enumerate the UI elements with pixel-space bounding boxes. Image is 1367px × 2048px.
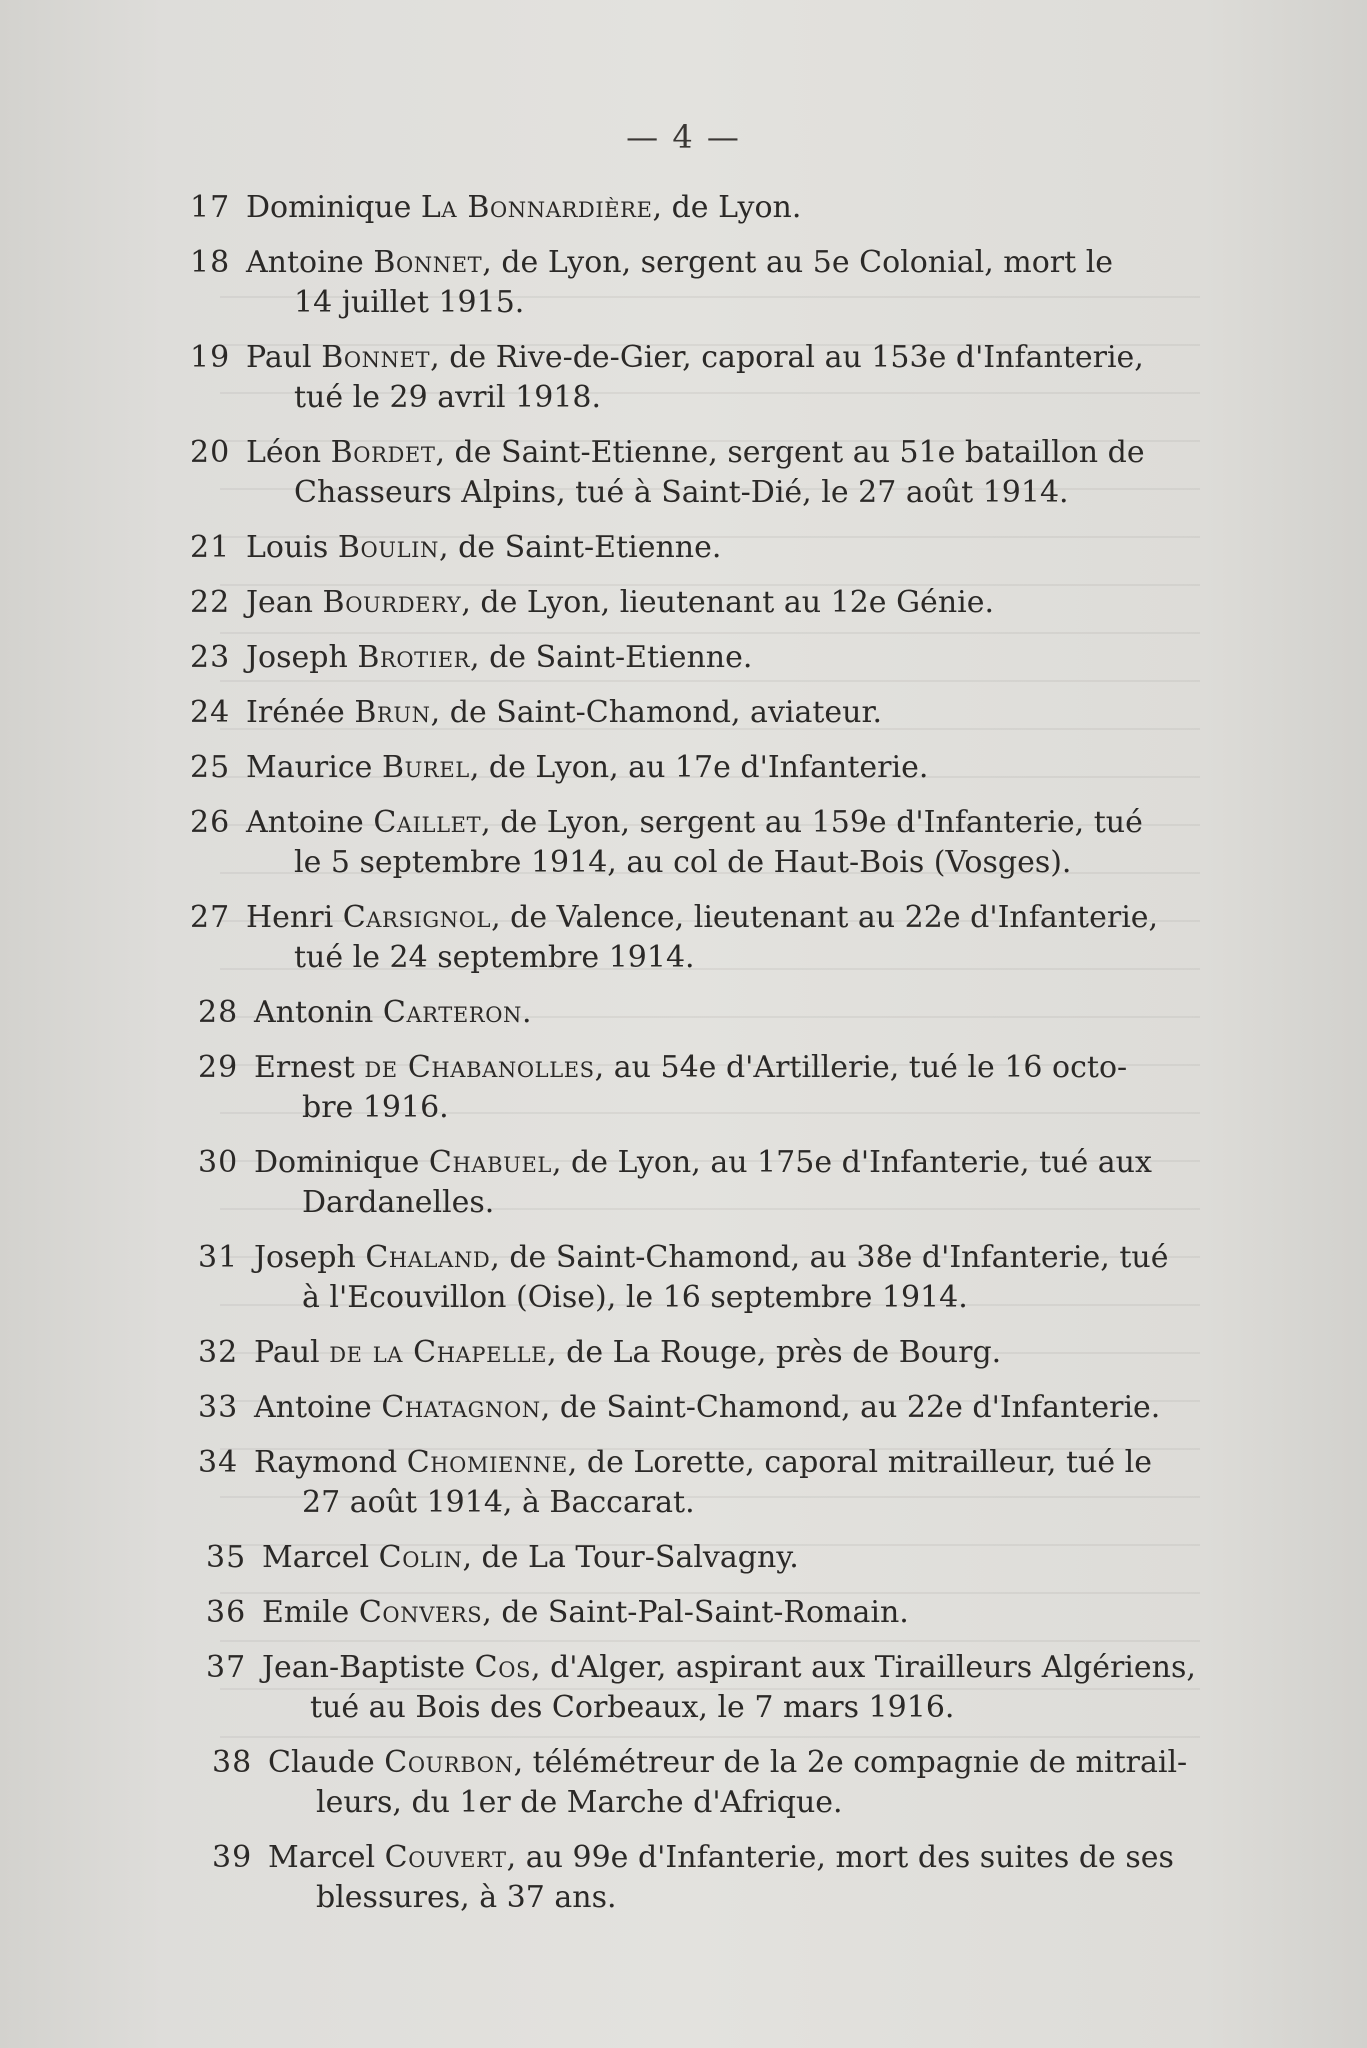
entry-line-1 [254, 1443, 1240, 1483]
entry-text [268, 1743, 1240, 1823]
entry-number: 35 [206, 1540, 247, 1575]
surname: Carsignol [342, 900, 492, 935]
entry-line-1 [246, 338, 1240, 378]
entry-details: , de Saint-Chamond, au 38e d'Infanterie, tué [490, 1240, 1169, 1275]
entry-text [246, 803, 1240, 883]
entry-details: , de Valence, lieutenant au 22e d'Infanterie, [491, 900, 1159, 935]
list-item [212, 1743, 1240, 1823]
entry-line-1 [246, 433, 1240, 473]
list-item [190, 583, 1240, 623]
given-name: Antoine [254, 1390, 372, 1425]
given-name: Ernest [254, 1050, 355, 1085]
entry-line-1 [262, 1538, 1240, 1578]
surname: Brun [354, 695, 431, 730]
entry-line-1 [254, 993, 1240, 1033]
entry-line-1 [246, 898, 1240, 938]
entry-text [246, 693, 1240, 733]
entry-text [254, 993, 1240, 1033]
list-item [190, 243, 1240, 323]
surname: Bonnet [373, 245, 483, 280]
entry-details: , de La Tour-Salvagny. [462, 1540, 799, 1575]
entry-continuation: 14 juillet 1915. [294, 285, 525, 320]
entry-text [254, 1238, 1240, 1318]
entry-number: 26 [190, 805, 231, 840]
entry-details: , de Rive-de-Gier, caporal au 153e d'Infanterie, [430, 340, 1144, 375]
surname: Bourdery [322, 585, 462, 620]
entry-continuation: tué le 24 septembre 1914. [294, 940, 695, 975]
entry-number: 36 [206, 1595, 247, 1630]
entry-line-1 [246, 243, 1240, 283]
entry-text [246, 188, 1240, 228]
list-item [190, 188, 1240, 228]
entry-line-1 [254, 1143, 1240, 1183]
surname: Brotier [357, 640, 471, 675]
entry-details: , au 54e d'Artillerie, tué le 16 octo- [594, 1050, 1128, 1085]
entry-continuation: leurs, du 1er de Marche d'Afrique. [316, 1785, 843, 1820]
entry-text [254, 1048, 1240, 1128]
surname: La Bonnardière [420, 190, 653, 225]
entry-details: , au 99e d'Infanterie, mort des suites de ses [506, 1840, 1174, 1875]
given-name: Jean-Baptiste [262, 1650, 466, 1685]
entry-line-1 [246, 638, 1240, 678]
surname: Chaland [365, 1240, 491, 1275]
entry-line-1 [246, 748, 1240, 788]
entry-number: 30 [198, 1145, 239, 1180]
entry-number: 17 [190, 190, 231, 225]
entry-line-1 [268, 1743, 1240, 1783]
entry-text [268, 1838, 1240, 1918]
list-item [190, 748, 1240, 788]
list-item [190, 433, 1240, 513]
entry-continuation: tué le 29 avril 1918. [294, 380, 602, 415]
entry-line-1 [246, 583, 1240, 623]
entry-text [246, 433, 1240, 513]
list-item [198, 1238, 1240, 1318]
entry-line-1 [246, 693, 1240, 733]
entry-text [246, 583, 1240, 623]
surname: de la Chapelle [329, 1335, 548, 1370]
entry-number: 25 [190, 750, 231, 785]
given-name: Antonin [254, 995, 374, 1030]
entry-number: 22 [190, 585, 231, 620]
entry-text [246, 748, 1240, 788]
given-name: Léon [246, 435, 322, 470]
entry-number: 39 [212, 1840, 253, 1875]
given-name: Jean [246, 585, 313, 620]
given-name: Emile [262, 1595, 350, 1630]
given-name: Irénée [246, 695, 345, 730]
list-item [198, 1388, 1240, 1428]
entry-line-1 [254, 1388, 1240, 1428]
list-item [190, 638, 1240, 678]
given-name: Louis [246, 530, 329, 565]
entry-text [246, 528, 1240, 568]
entry-details: , de Lyon, sergent au 5e Colonial, mort le [482, 245, 1114, 280]
entry-text [254, 1388, 1240, 1428]
entry-number: 38 [212, 1745, 253, 1780]
given-name: Marcel [268, 1840, 376, 1875]
entry-line-1 [254, 1048, 1240, 1088]
entry-number: 23 [190, 640, 231, 675]
entry-text [254, 1143, 1240, 1223]
surname: Chomienne [406, 1445, 568, 1480]
entry-number: 34 [198, 1445, 239, 1480]
entry-line-1 [254, 1238, 1240, 1278]
entry-line-1 [246, 528, 1240, 568]
surname: Convers [358, 1595, 483, 1630]
entry-number: 33 [198, 1390, 239, 1425]
entry-details: , de Saint-Chamond, aviateur. [430, 695, 883, 730]
list-item [212, 1838, 1240, 1918]
surname: Carteron [382, 995, 522, 1030]
given-name: Henri [246, 900, 334, 935]
entry-details: , de Saint-Etienne, sergent au 51e bataillon de [435, 435, 1145, 470]
given-name: Joseph [254, 1240, 356, 1275]
entry-continuation: tué au Bois des Corbeaux, le 7 mars 1916. [310, 1690, 955, 1725]
entry-details: , de La Rouge, près de Bourg. [547, 1335, 1002, 1370]
entry-text [246, 243, 1240, 323]
list-item [198, 1143, 1240, 1223]
list-item [198, 1443, 1240, 1523]
entry-continuation: Dardanelles. [302, 1185, 495, 1220]
surname: Courbon [384, 1745, 514, 1780]
entry-line-1 [254, 1333, 1240, 1373]
entry-number: 24 [190, 695, 231, 730]
entry-details: , de Lyon, au 17e d'Infanterie. [469, 750, 929, 785]
given-name: Antoine [246, 245, 364, 280]
surname: Couvert [384, 1840, 507, 1875]
entry-line-1 [246, 803, 1240, 843]
list-item [198, 1333, 1240, 1373]
surname: Boulin [337, 530, 440, 565]
surname: Chabuel [428, 1145, 552, 1180]
entry-details: , de Lyon, au 175e d'Infanterie, tué aux [551, 1145, 1152, 1180]
entry-number: 29 [198, 1050, 239, 1085]
given-name: Dominique [246, 190, 412, 225]
entry-details: , de Lorette, caporal mitrailleur, tué le [567, 1445, 1153, 1480]
entry-details: , de Lyon, sergent au 159e d'Infanterie, tué [481, 805, 1143, 840]
page-number: — 4 — [626, 118, 741, 156]
entry-number: 21 [190, 530, 231, 565]
entry-details: , de Saint-Pal-Saint-Romain. [482, 1595, 909, 1630]
list-item [190, 898, 1240, 978]
entry-number: 28 [198, 995, 239, 1030]
given-name: Claude [268, 1745, 375, 1780]
given-name: Marcel [262, 1540, 370, 1575]
entry-number: 19 [190, 340, 231, 375]
entry-details: , de Lyon, lieutenant au 12e Génie. [461, 585, 995, 620]
list-item [190, 693, 1240, 733]
entry-continuation: bre 1916. [302, 1090, 449, 1125]
entry-number: 27 [190, 900, 231, 935]
given-name: Paul [254, 1335, 320, 1370]
entry-text [246, 638, 1240, 678]
given-name: Joseph [246, 640, 348, 675]
given-name: Paul [246, 340, 312, 375]
list-item [198, 1048, 1240, 1128]
entry-continuation: à l'Ecouvillon (Oise), le 16 septembre 1914. [302, 1280, 968, 1315]
list-item [198, 993, 1240, 1033]
list-item [190, 528, 1240, 568]
entry-number: 32 [198, 1335, 239, 1370]
surname: Colin [378, 1540, 463, 1575]
entry-text [262, 1648, 1240, 1728]
entry-number: 31 [198, 1240, 239, 1275]
entry-continuation: blessures, à 37 ans. [316, 1880, 617, 1915]
entry-line-1 [262, 1593, 1240, 1633]
entry-details: , télémétreur de la 2e compagnie de mitrail- [513, 1745, 1188, 1780]
surname: Bonnet [321, 340, 431, 375]
entry-details: , d'Alger, aspirant aux Tirailleurs Algériens, [531, 1650, 1196, 1685]
list-item [206, 1593, 1240, 1633]
surname: Chatagnon [381, 1390, 541, 1425]
given-name: Dominique [254, 1145, 420, 1180]
surname: de Chabanolles [364, 1050, 595, 1085]
surname: Bordet [330, 435, 436, 470]
given-name: Antoine [246, 805, 364, 840]
surname: Cos [474, 1650, 532, 1685]
list-item [190, 803, 1240, 883]
entry-line-1 [262, 1648, 1240, 1688]
entry-number: 18 [190, 245, 231, 280]
list-item [190, 338, 1240, 418]
entry-number: 20 [190, 435, 231, 470]
given-name: Raymond [254, 1445, 398, 1480]
entry-details: , de Saint-Etienne. [439, 530, 722, 565]
entry-line-1 [246, 188, 1240, 228]
entry-line-1 [268, 1838, 1240, 1878]
entry-text [254, 1443, 1240, 1523]
entry-text [254, 1333, 1240, 1373]
surname: Burel [381, 750, 470, 785]
entry-continuation: le 5 septembre 1914, au col de Haut-Bois (Vosges). [294, 845, 1072, 880]
entry-details: , de Lyon. [652, 190, 802, 225]
entry-number: 37 [206, 1650, 247, 1685]
casualty-list [190, 188, 1240, 1933]
given-name: Maurice [246, 750, 373, 785]
entry-details: , de Saint-Chamond, au 22e d'Infanterie. [540, 1390, 1161, 1425]
entry-details: , de Saint-Etienne. [470, 640, 753, 675]
entry-text [262, 1538, 1240, 1578]
list-item [206, 1648, 1240, 1728]
surname: Caillet [373, 805, 482, 840]
entry-text [246, 338, 1240, 418]
entry-continuation: Chasseurs Alpins, tué à Saint-Dié, le 27 août 1914. [294, 475, 1069, 510]
list-item [206, 1538, 1240, 1578]
entry-continuation: 27 août 1914, à Baccarat. [302, 1485, 695, 1520]
entry-details: . [522, 995, 532, 1030]
entry-text [262, 1593, 1240, 1633]
entry-text [246, 898, 1240, 978]
